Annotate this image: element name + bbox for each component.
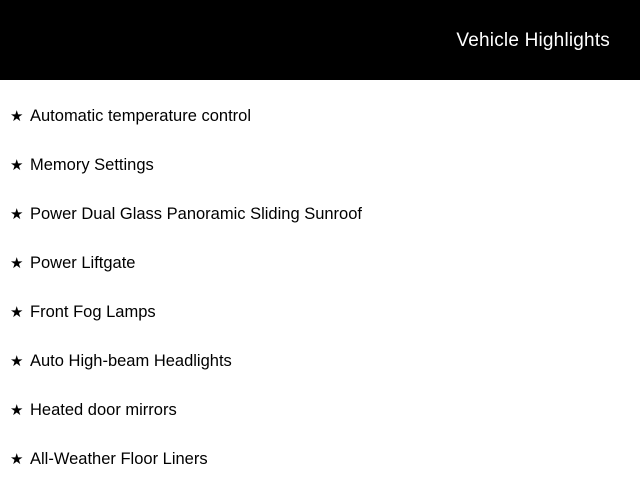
list-item [0, 435, 640, 484]
list-item [0, 141, 640, 190]
list-item [0, 288, 640, 337]
list-item [0, 337, 640, 386]
star-icon: ★ [10, 108, 24, 125]
star-icon: ★ [10, 255, 24, 272]
list-item [0, 190, 640, 239]
star-icon: ★ [10, 157, 24, 174]
star-icon: ★ [10, 206, 24, 223]
list-item-label: Auto High-beam Headlights [30, 352, 232, 371]
list-item [0, 239, 640, 288]
page-title: Vehicle Highlights [456, 29, 610, 51]
header-bar [0, 0, 640, 80]
list-item [0, 386, 640, 435]
list-item-label: Power Liftgate [30, 254, 136, 273]
list-item-label: Automatic temperature control [30, 107, 252, 126]
star-icon: ★ [10, 451, 24, 468]
list-item-label: Heated door mirrors [30, 401, 177, 420]
star-icon: ★ [10, 304, 24, 321]
star-icon: ★ [10, 353, 24, 370]
star-icon: ★ [10, 402, 24, 419]
list-item [0, 92, 640, 141]
list-item-label: Front Fog Lamps [30, 303, 156, 322]
highlights-list [0, 80, 640, 484]
list-item-label: Memory Settings [30, 156, 154, 175]
list-item-label: All-Weather Floor Liners [30, 450, 208, 469]
list-item-label: Power Dual Glass Panoramic Sliding Sunroof [30, 205, 362, 224]
